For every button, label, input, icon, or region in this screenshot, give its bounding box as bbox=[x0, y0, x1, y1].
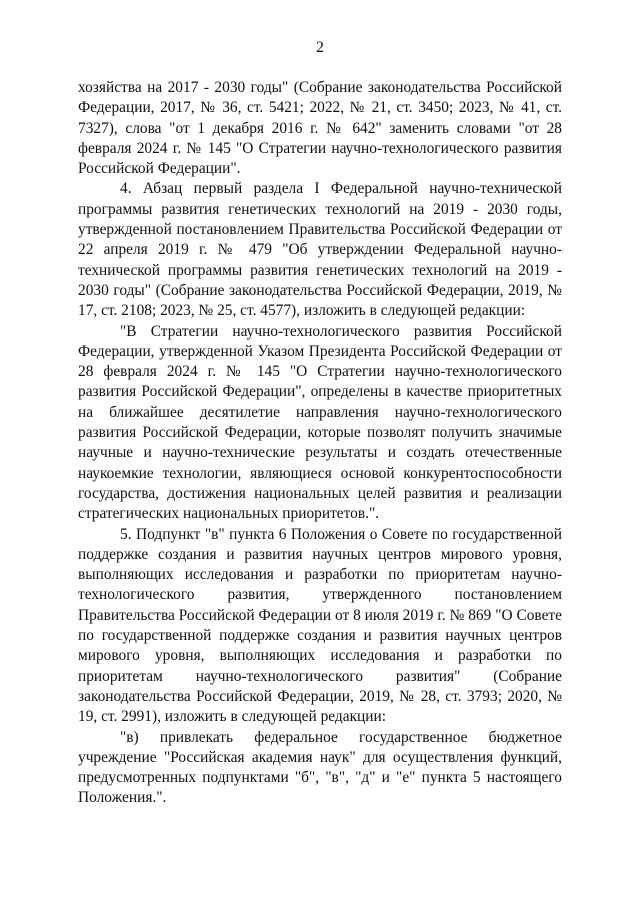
paragraph-item-4-quote: "В Стратегии научно-технологического развития Российской Федерации, утвержденной Указом Президента Российской Федерации от 28 февраля 2024 г. № 145 "О Стратегии научно-технологического развития Российской Федерации", определены в качестве приоритетных на ближайшее десятилетие направления научно-технологического развития Российской Федерации, которые позволят получить значимые научные и научно-технические результаты и создать отечественные наукоемкие технологии, являющиеся основой конкурентоспособности государства, достижения национальных целей развития и реализации стратегических национальных приоритетов.". bbox=[78, 322, 562, 523]
paragraph-item-4: 4. Абзац первый раздела I Федеральной научно-технической программы развития генетических технологий на 2019 - 2030 годы, утвержденной постановлением Правительства Российской Федерации от 22 апреля 2019 г. № 479 "Об утверждении Федеральной научно-технической программы развития генетических технологий на 2019 - 2030 годы" (Собрание законодательства Российской Федерации, 2019, № 17, ст. 2108; 2023, № 25, ст. 4577), изложить в следующей редакции: bbox=[78, 180, 562, 320]
paragraph-continuation: хозяйства на 2017 - 2030 годы" (Собрание законодательства Российской Федерации, 2017, № 36, ст. 5421; 2022, № 21, ст. 3450; 2023, № 41, ст. 7327), слова "от 1 декабря 2016 г. № 642" заменить словами "от 28 февраля 2024 г. № 145 "О Стратегии научно-технологического развития Российской Федерации". bbox=[78, 79, 562, 178]
paragraph-item-5-quote: "в) привлекать федеральное государственное бюджетное учреждение "Российская академия наук" для осуществления функций, предусмотренных подпунктами "б", "в", "д" и "е" пункта 5 настоящего Положения.". bbox=[78, 728, 562, 807]
paragraph-item-5: 5. Подпункт "в" пункта 6 Положения о Совете по государственной поддержке создания и развития научных центров мирового уровня, выполняющих исследования и разработки по приоритетам научно-технологического развития, утвержденного постановлением Правительства Российской Федерации от 8 июля 2019 г. № 869 "О Совете по государственной поддержке создания и развития научных центров мирового уровня, выполняющих исследования и разработки по приоритетам научно-технологического развития" (Собрание законодательства Российской Федерации, 2019, № 28, ст. 3793; 2020, № 19, ст. 2991), изложить в следующей редакции: bbox=[78, 525, 562, 726]
document-body bbox=[78, 78, 562, 809]
page-number: 2 bbox=[316, 39, 324, 56]
